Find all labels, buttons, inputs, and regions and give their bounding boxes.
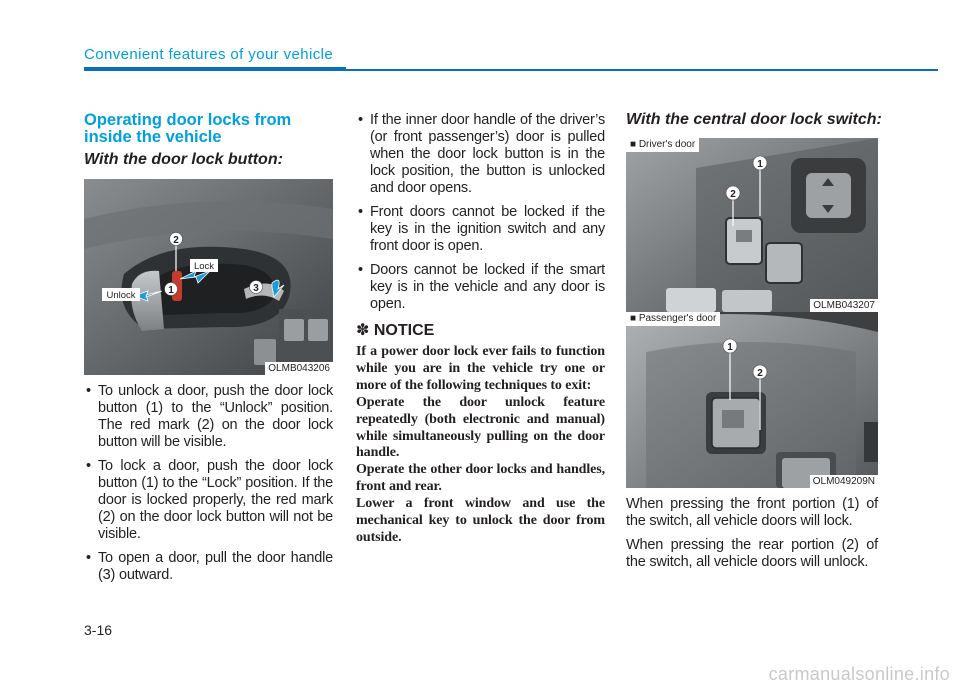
figure-caption: ■ Driver's door (626, 138, 699, 152)
notice-paragraph: Operate the other door locks and handles, front and rear. (356, 462, 605, 495)
list-item: • Doors cannot be locked if the smart key is in the vehicle and any door is open. (356, 262, 605, 313)
figure-door-lock-button (84, 179, 333, 375)
watermark: carmanualsonline.info (768, 664, 950, 684)
notice-paragraph: If a power door lock ever fails to function while you are in the vehicle try one or more of the following techniques to exit: (356, 344, 605, 393)
notice-title: ✽ NOTICE (356, 322, 435, 339)
callout-1: 1 (727, 342, 733, 353)
callout-2: 2 (757, 368, 763, 379)
callout-1: 1 (168, 285, 174, 296)
figure-code: OLMB043207 (810, 299, 878, 312)
list-item: • To lock a door, push the door lock button (1) to the “Lock” position. If the door is locked properly, the red mark (2) on the door lock button will not be visible. (84, 458, 333, 543)
list-item: • To open a door, pull the door handle (3) outward. (84, 550, 333, 584)
figure-code: OLM049209N (810, 475, 878, 488)
drivers-door-switch-illustration (626, 138, 878, 312)
list-item: • Front doors cannot be locked if the key is in the ignition switch and any front door is open. (356, 204, 605, 255)
list-item: • If the inner door handle of the driver’s (or front passenger’s) door is pulled when the door lock button is in the lock position, the button is unlocked and door opens. (356, 112, 605, 197)
figure-code: OLMB043206 (265, 362, 333, 375)
callout-3: 3 (253, 283, 259, 294)
middle-bullet-list (356, 112, 605, 320)
section-title: Convenient features of your vehicle (84, 46, 334, 63)
passengers-door-switch-illustration (626, 312, 878, 488)
left-bullet-list (84, 383, 333, 591)
list-item: • To unlock a door, push the door lock button (1) to the “Unlock” position. The red mark (2) on the door lock button will be visible. (84, 383, 333, 451)
page-number: 3-16 (84, 622, 113, 638)
notice-body (356, 344, 605, 547)
figure-passengers-door (626, 312, 878, 488)
notice-paragraph: Lower a front window and use the mechanical key to unlock the door from outside. (356, 496, 605, 545)
callout-2: 2 (730, 189, 736, 200)
section-heading: Operating door locks from inside the vehicle (84, 111, 292, 146)
door-handle-illustration (84, 179, 333, 375)
label-lock: Lock (193, 261, 215, 272)
figure-drivers-door (626, 138, 878, 312)
subheading-central-switch: With the central door lock switch: (626, 111, 882, 128)
label-unlock: Unlock (106, 290, 136, 301)
header-rule-thin (346, 69, 938, 71)
header-rule-thick (84, 67, 346, 71)
paragraph-rear-portion: When pressing the rear portion (2) of the switch, all vehicle doors will unlock. (626, 537, 878, 570)
callout-2: 2 (173, 235, 179, 246)
callout-1: 1 (757, 159, 763, 170)
notice-paragraph: Operate the door unlock feature repeatedly (both electronic and manual) while simultaneously pulling on the door handle. (356, 394, 605, 461)
paragraph-front-portion: When pressing the front portion (1) of the switch, all vehicle doors will lock. (626, 496, 878, 529)
subheading-door-lock-button: With the door lock button: (84, 151, 283, 168)
figure-caption: ■ Passenger's door (626, 312, 720, 326)
